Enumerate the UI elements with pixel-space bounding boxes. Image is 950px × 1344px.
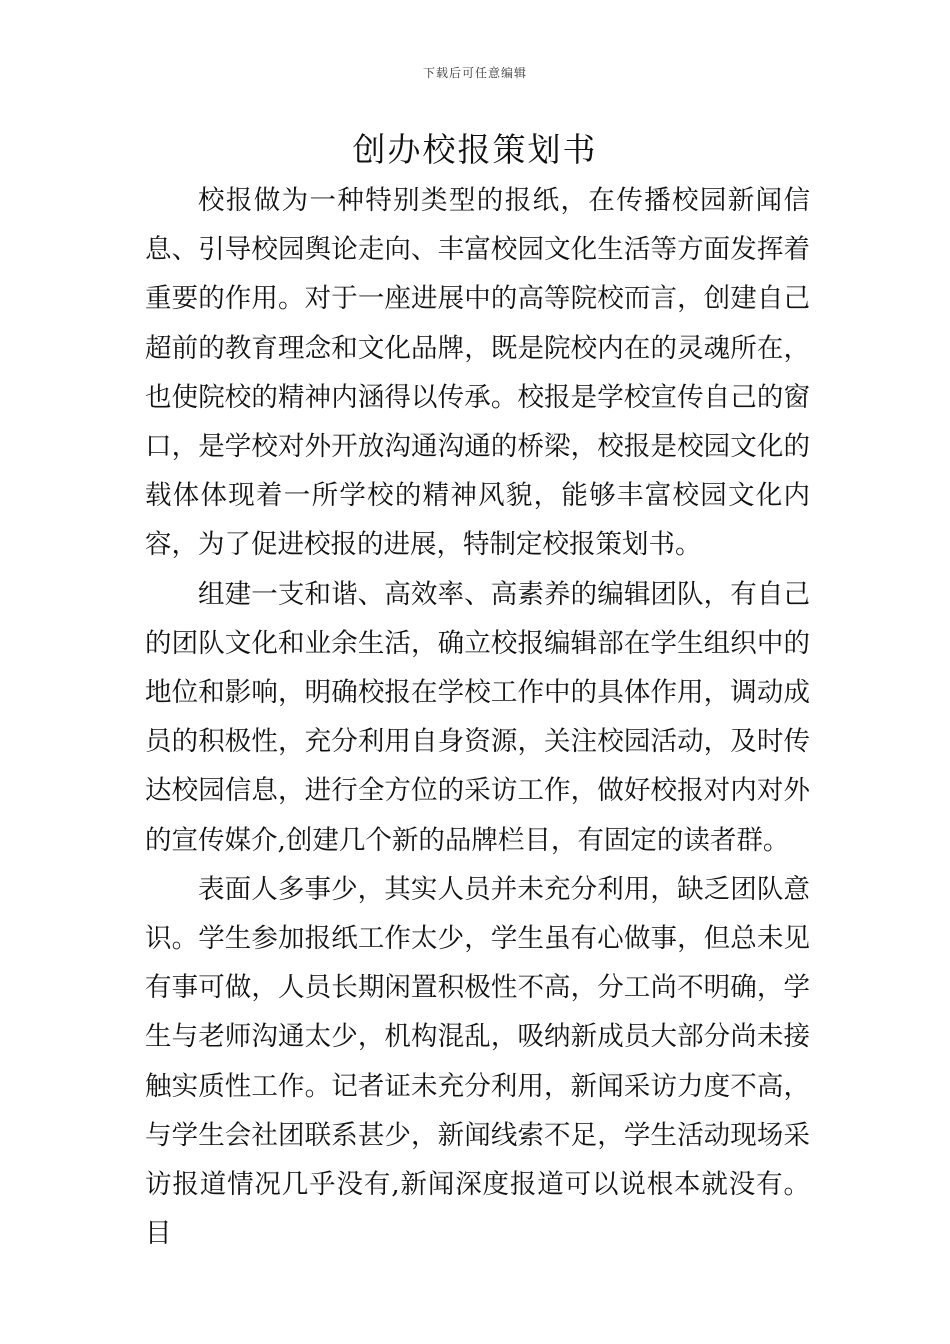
- paragraph-intro: 校报做为一种特别类型的报纸，在传播校园新闻信息、引导校园舆论走向、丰富校园文化生活等方面发挥着重要的作用。对于一座进展中的高等院校而言，创建自己超前的教育理念和文化品牌，既是院校内在的灵魂所在，也使院校的精神内涵得以传承。校报是学校宣传自己的窗口，是学校对外开放沟通沟通的桥梁，校报是校园文化的载体体现着一所学校的精神风貌，能够丰富校园文化内容，为了促进校报的进展，特制定校报策划书。: [145, 185, 810, 561]
- document-title: 创办校报策划书: [352, 130, 598, 169]
- document-body: [145, 176, 810, 1258]
- paragraph-goals: 组建一支和谐、高效率、高素养的编辑团队，有自己的团队文化和业余生活，确立校报编辑部在学生组织中的地位和影响，明确校报在学校工作中的具体作用，调动成员的积极性，充分利用自身资源，关注校园活动，及时传达校园信息，进行全方位的采访工作，做好校报对内对外的宣传媒介,创建几个新的品牌栏目，有固定的读者群。: [145, 578, 810, 856]
- paragraph-current-situation: 表面人多事少，其实人员并未充分利用，缺乏团队意识。学生参加报纸工作太少，学生虽有心做事，但总未见有事可做，人员长期闲置积极性不高，分工尚不明确，学生与老师沟通太少，机构混乱，吸纳新成员大部分尚未接触实质性工作。记者证未充分利用，新闻采访力度不高，与学生会社团联系甚少，新闻线索不足，学生活动现场采访报道情况几乎没有,新闻深度报道可以说根本就没有。目: [145, 873, 810, 1250]
- page-header-note: 下载后可任意编辑: [422, 66, 527, 80]
